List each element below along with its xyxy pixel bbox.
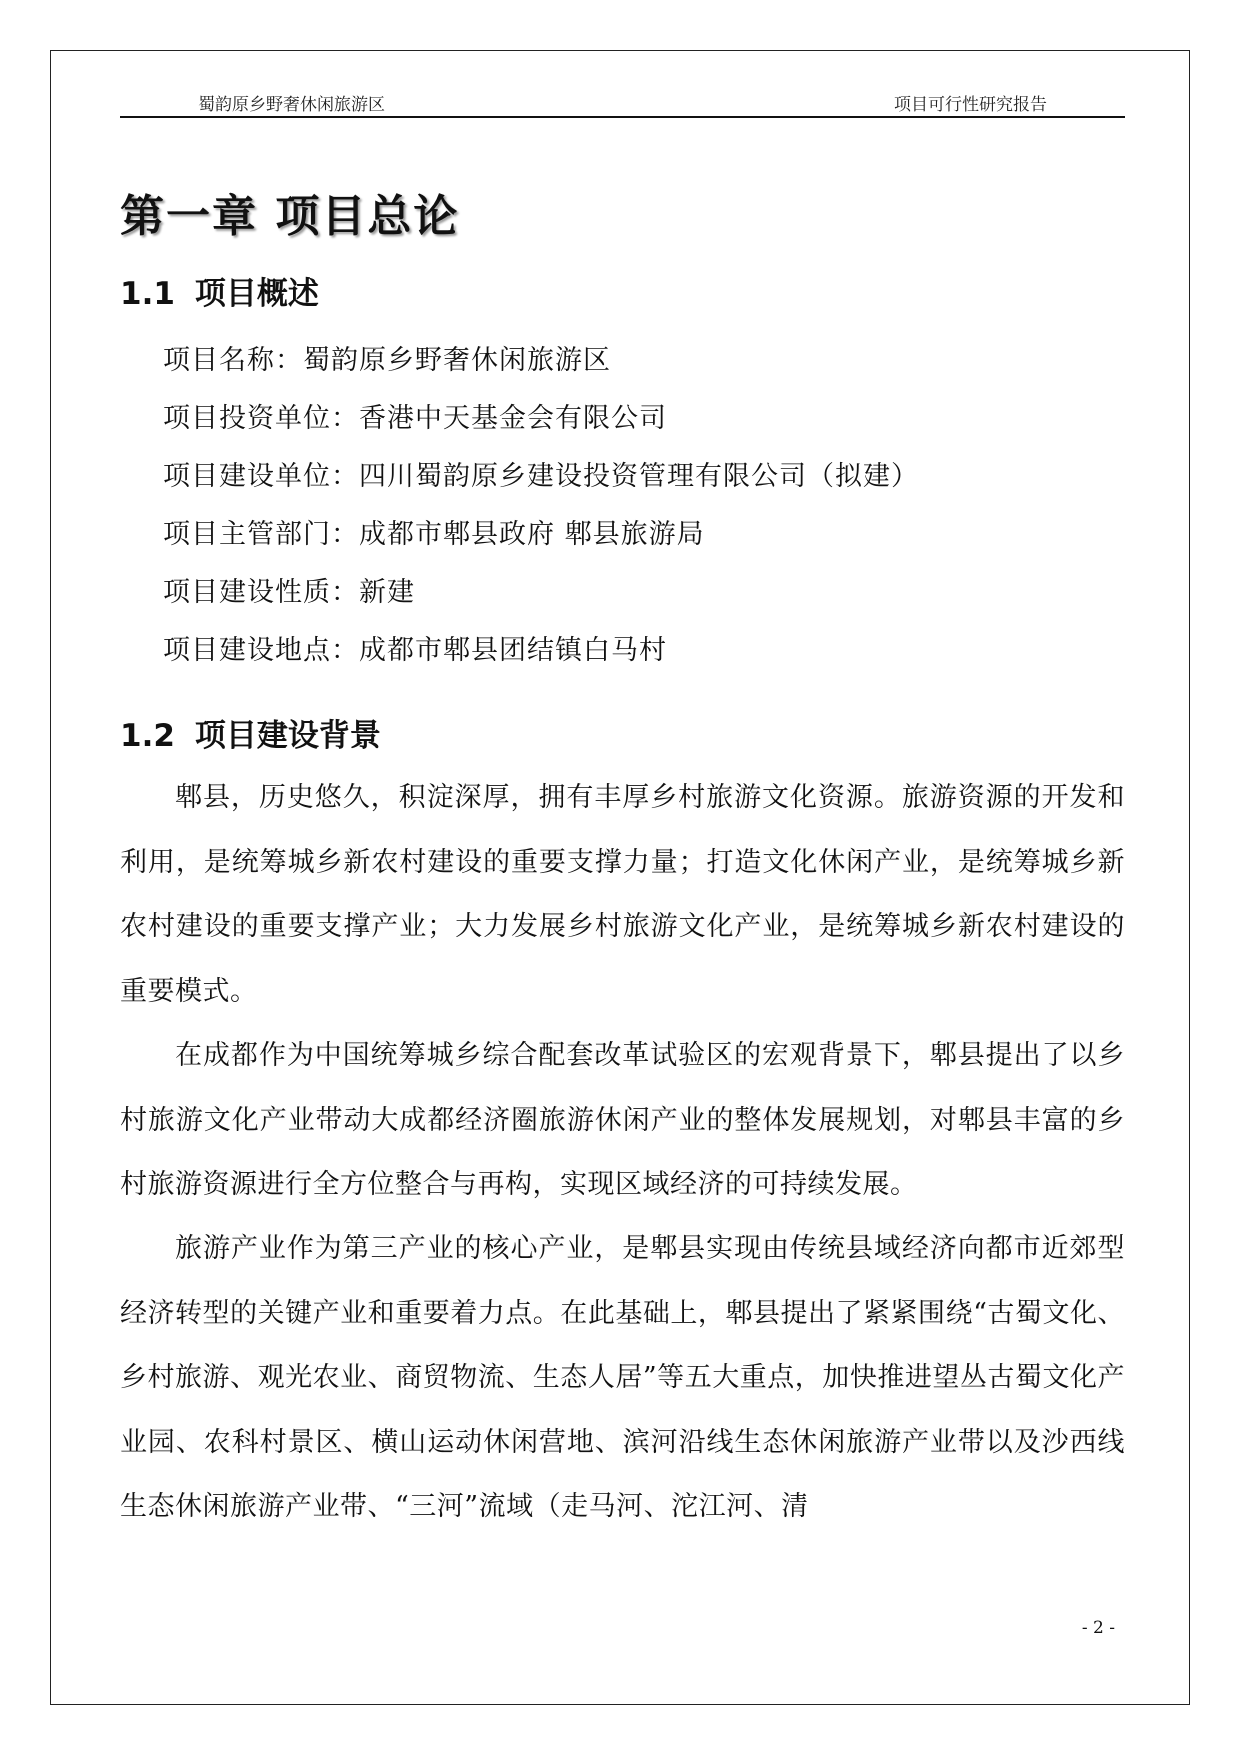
section-number: 1.2 xyxy=(120,718,175,754)
page-header xyxy=(120,86,1125,118)
page-number: - 2 - xyxy=(1081,1618,1115,1638)
info-location: 项目建设地点：成都市郫县团结镇白马村 xyxy=(163,635,667,666)
info-investor: 项目投资单位：香港中天基金会有限公司 xyxy=(163,403,667,434)
info-builder: 项目建设单位：四川蜀韵原乡建设投资管理有限公司（拟建） xyxy=(163,461,919,492)
background-paragraph-1: 郫县，历史悠久，积淀深厚，拥有丰厚乡村旅游文化资源。旅游资源的开发和利用，是统筹城乡新农村建设的重要支撑力量；打造文化休闲产业，是统筹城乡新农村建设的重要支撑产业；大力发展乡村旅游文化产业，是统筹城乡新农村建设的重要模式。 xyxy=(120,782,1125,1007)
info-nature: 项目建设性质：新建 xyxy=(163,577,415,608)
background-paragraph-2: 在成都作为中国统筹城乡综合配套改革试验区的宏观背景下，郫县提出了以乡村旅游文化产业带动大成都经济圈旅游休闲产业的整体发展规划，对郫县丰富的乡村旅游资源进行全方位整合与再构，实现区域经济的可持续发展。 xyxy=(120,1040,1125,1200)
section-heading-overview xyxy=(120,268,319,313)
background-paragraph-3: 旅游产业作为第三产业的核心产业，是郫县实现由传统县域经济向都市近郊型经济转型的关键产业和重要着力点。在此基础上，郫县提出了紧紧围绕“古蜀文化、乡村旅游、观光农业、商贸物流、生态人居”等五大重点，加快推进望丛古蜀文化产业园、农科村景区、横山运动休闲营地、滨河沿线生态休闲旅游产业带以及沙西线生态休闲旅游产业带、“三河”流域（走马河、沱江河、清 xyxy=(120,1233,1125,1522)
header-report-type: 项目可行性研究报告 xyxy=(894,95,1047,115)
section-title-text: 项目概述 xyxy=(194,276,319,312)
section-heading-background xyxy=(120,710,381,755)
section-title-text: 项目建设背景 xyxy=(194,718,381,754)
header-project-name: 蜀韵原乡野奢休闲旅游区 xyxy=(198,95,385,115)
chapter-title: 第一章 项目总论 xyxy=(120,191,460,242)
info-project-name: 项目名称：蜀韵原乡野奢休闲旅游区 xyxy=(163,345,611,376)
info-authority: 项目主管部门：成都市郫县政府 郫县旅游局 xyxy=(163,519,705,550)
section-number: 1.1 xyxy=(120,276,175,312)
